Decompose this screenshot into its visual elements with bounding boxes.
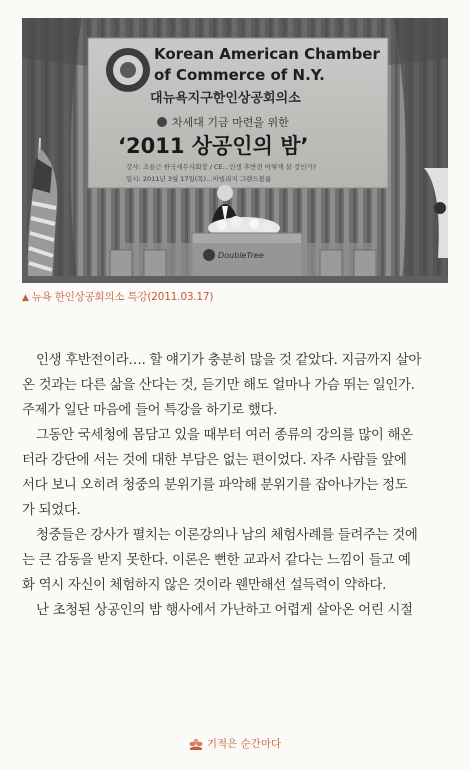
- triangle-icon: ▲: [22, 293, 29, 303]
- banner-date: 일시: 2011년 3월 17일(목)…아빌리지 그랜드볼룸: [126, 175, 272, 183]
- banner-speaker: 강사: 조용근 한국세무사회장 / CE…인생 후반전 어떻게 살 것인가?: [126, 163, 317, 171]
- banner-line1: Korean American Chamber: [154, 45, 380, 63]
- photo-caption: [22, 289, 213, 304]
- event-photo: [22, 18, 448, 283]
- paragraph-4: 난 초청된 상공인의 밤 행사에서 가난하고 어렵게 살아온 어린 시절: [36, 603, 413, 618]
- podium-logo-text: DoubleTree: [218, 251, 264, 260]
- event-photo-graphic: [22, 18, 448, 283]
- caption-text: 뉴욕 한인상공회의소 특강(2011.03.17): [31, 291, 214, 303]
- paragraph-1: 인생 후반전이라…. 할 얘기가 충분히 많을 것 같았다. 지금까지 살아 온 것과는 다른 삶을 산다는 것, 듣기만 해도 얼마나 가슴 뛰는 일인가. 주제가 일단 마음에 들어 특강을 하기로 했다.: [22, 353, 422, 418]
- footer-book-title: 기적은 순간마다: [206, 738, 282, 750]
- blossom-icon: [189, 738, 203, 750]
- body-text: [22, 348, 450, 623]
- banner-korean: 대뉴욕지구한인상공회의소: [150, 91, 301, 106]
- banner-subtitle: 차세대 기금 마련을 위한: [172, 116, 289, 129]
- running-footer: [0, 736, 470, 751]
- paragraph-3: 청중들은 강사가 펼치는 이론강의나 남의 체험사례를 들려주는 것에 는 큰 감동을 받지 못한다. 이론은 뻔한 교과서 같다는 느낌이 들고 예 화 역시 자신이 체험하지 않은 것이라 웬만해선 설득력이 약하다.: [22, 528, 418, 593]
- banner-title: ‘2011 상공인의 밤’: [118, 134, 309, 158]
- banner-line2: of Commerce of N.Y.: [154, 66, 325, 84]
- paragraph-2: 그동안 국세청에 몸담고 있을 때부터 여러 종류의 강의를 많이 해온 터라 강단에 서는 것에 대한 부담은 없는 편이었다. 자주 사람들 앞에 서다 보니 오히려 청중의 분위기를 파악해 분위기를 잡아나가는 정도 가 되었다.: [22, 428, 413, 518]
